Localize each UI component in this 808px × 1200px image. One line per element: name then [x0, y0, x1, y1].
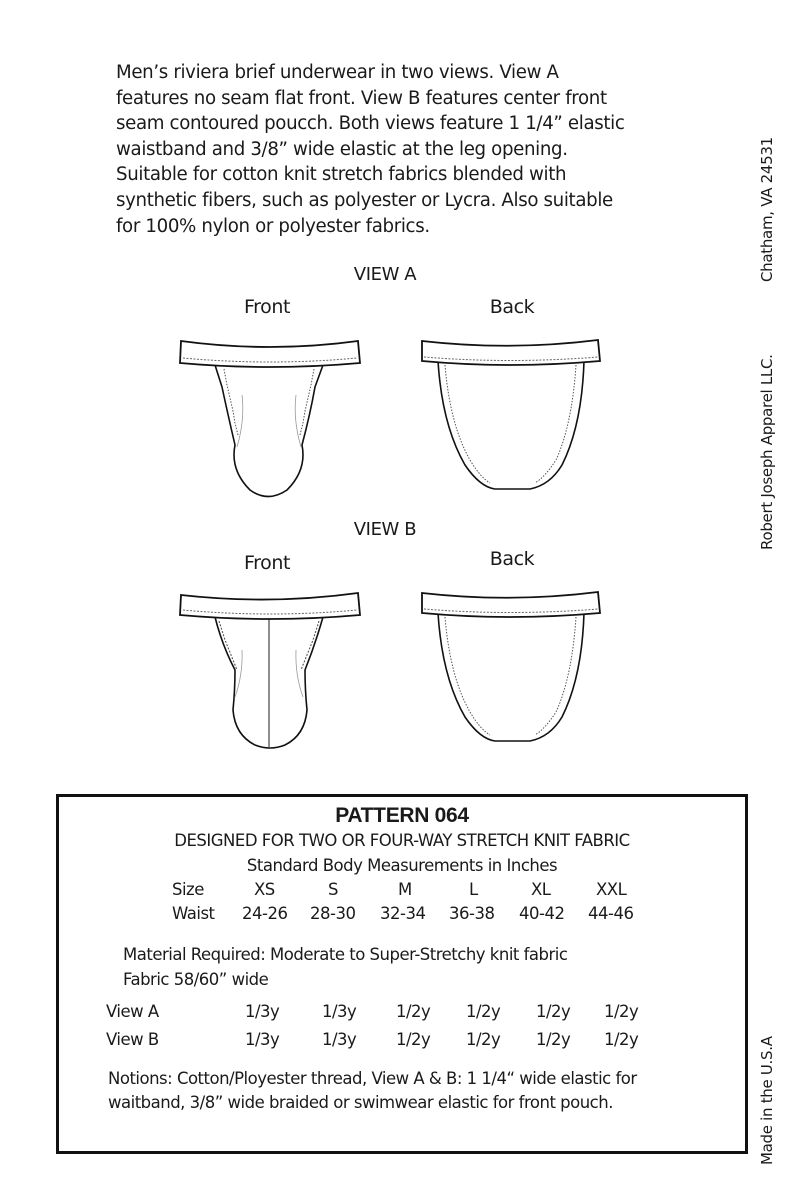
description-line: Suitable for cotton knit stretch fabrics blended with	[116, 164, 567, 186]
waist-row	[0, 904, 808, 926]
yardage-l: 1/2y	[466, 1030, 501, 1049]
waist-label: Waist	[172, 904, 215, 923]
pattern-title: PATTERN 064	[335, 804, 469, 827]
notions-line-2: waitband, 3/8” wide braided or swimwear elastic for front pouch.	[108, 1093, 613, 1112]
company-address: Chatham, VA 24531	[758, 137, 776, 282]
size-xxl: XXL	[596, 880, 627, 899]
view-a-front-label: Front	[243, 296, 291, 318]
description-line: features no seam flat front. View B features center front	[116, 87, 607, 109]
view-b-title: VIEW B	[353, 519, 417, 540]
description-line: for 100% nylon or polyester fabrics.	[116, 215, 430, 237]
waist-m: 32-34	[380, 904, 426, 923]
size-row	[0, 880, 808, 902]
pattern-description	[116, 60, 676, 239]
yardage-m: 1/2y	[396, 1030, 431, 1049]
description-line: synthetic fibers, such as polyester or Lycra. Also suitable	[116, 189, 613, 211]
waist-l: 36-38	[449, 904, 495, 923]
yardage-xxl: 1/2y	[604, 1002, 639, 1021]
view-a-back-label: Back	[489, 296, 535, 318]
size-xs: XS	[254, 880, 275, 899]
yardage-label: View B	[106, 1030, 159, 1049]
yardage-m: 1/2y	[396, 1002, 431, 1021]
yardage-label: View A	[106, 1002, 159, 1021]
size-s: S	[328, 880, 338, 899]
brief-front-no-seam-drawing	[175, 335, 365, 505]
yardage-xl: 1/2y	[536, 1002, 571, 1021]
description-line: waistband and 3/8” wide elastic at the leg opening.	[116, 138, 568, 160]
company-name: Robert Joseph Apparel LLC.	[758, 354, 776, 550]
pattern-subtitle: DESIGNED FOR TWO OR FOUR-WAY STRETCH KNIT FABRIC	[174, 831, 630, 850]
yardage-row-view-b	[0, 1030, 808, 1052]
yardage-xs: 1/3y	[245, 1002, 280, 1021]
brief-back-drawing	[410, 335, 610, 505]
description-line: seam contoured poucch. Both views feature 1 1/4” elastic	[116, 113, 625, 135]
yardage-row-view-a	[0, 1002, 808, 1024]
description-line: Men’s riviera brief underwear in two views. View A	[116, 62, 559, 83]
yardage-l: 1/2y	[466, 1002, 501, 1021]
yardage-xl: 1/2y	[536, 1030, 571, 1049]
size-xl: XL	[531, 880, 551, 899]
notions-line-1: Notions: Cotton/Ployester thread, View A & B: 1 1/4“ wide elastic for	[108, 1069, 637, 1088]
size-l: L	[469, 880, 478, 899]
measurements-heading: Standard Body Measurements in Inches	[246, 856, 558, 875]
material-required: Material Required: Moderate to Super-Stretchy knit fabric	[123, 945, 568, 964]
yardage-xs: 1/3y	[245, 1030, 280, 1049]
yardage-s: 1/3y	[322, 1002, 357, 1021]
brief-back-drawing	[410, 585, 610, 755]
fabric-width: Fabric 58/60” wide	[123, 970, 269, 989]
waist-s: 28-30	[310, 904, 356, 923]
size-m: M	[398, 880, 412, 899]
size-label: Size	[172, 880, 204, 899]
view-b-back-label: Back	[489, 548, 535, 570]
waist-xxl: 44-46	[588, 904, 634, 923]
waist-xs: 24-26	[242, 904, 288, 923]
yardage-xxl: 1/2y	[604, 1030, 639, 1049]
waist-xl: 40-42	[519, 904, 565, 923]
made-in-label: Made in the U.S.A	[758, 1036, 776, 1165]
view-b-front-label: Front	[243, 552, 291, 574]
view-a-title: VIEW A	[353, 264, 417, 285]
brief-front-center-seam-drawing	[175, 585, 365, 755]
yardage-s: 1/3y	[322, 1030, 357, 1049]
